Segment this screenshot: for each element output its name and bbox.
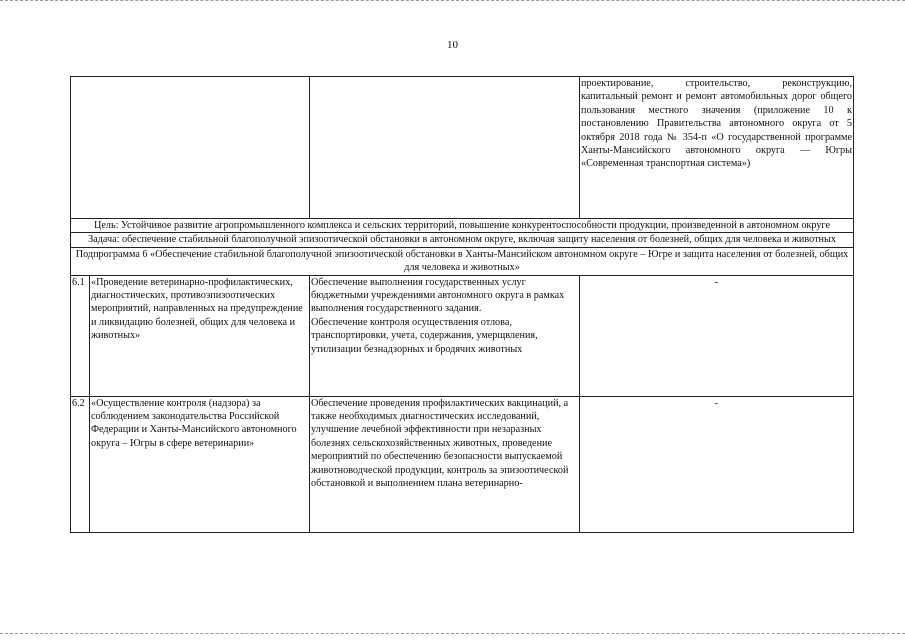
empty-cell (71, 77, 310, 219)
table-row (71, 396, 854, 532)
goal-text: Цель: Устойчивое развитие агропромышленного комплекса и сельских территорий, повышение конкурентоспособности продукции, произведенной в автономном округе (71, 219, 854, 233)
continuation-text: проектирование, строительство, реконструкцию, капитальный ремонт и ремонт автомобильных дорог общего пользования местного значения (приложение 10 к постановлению Правительства автономного округа от 5 октября 2018 года № 354-п «О государственной программе Ханты-Мансийского автономного округа — Югры «Современная транспортная система») (580, 77, 854, 219)
page-top-edge (0, 0, 905, 3)
row-reference: - (580, 275, 854, 396)
program-table (70, 76, 854, 533)
empty-cell (310, 77, 580, 219)
subprogram-title: Подпрограмма 6 «Обеспечение стабильной благополучной эпизоотической обстановки в Ханты-Мансийском автономном округе – Югре и защита населения от болезней, общих для человека и животных» (71, 247, 854, 275)
page-number: 10 (447, 39, 458, 51)
table-row (71, 275, 854, 396)
row-number: 6.2 (71, 396, 90, 532)
row-content-paragraph: Обеспечение контроля осуществления отлова, транспортировки, учета, содержания, умерщвления, утилизации безнадзорных и бродячих животных (311, 316, 538, 355)
row-reference: - (580, 396, 854, 532)
row-name: «Осуществление контроля (надзора) за соблюдением законодательства Российской Федерации и Ханты-Мансийского автономного округа – Югры в сфере ветеринарии» (90, 396, 310, 532)
row-number: 6.1 (71, 275, 90, 396)
task-text: Задача: обеспечение стабильной благополучной эпизоотической обстановки в автономном округе, включая защиту населения от болезней, общих для человека и животных (71, 233, 854, 247)
goal-row (71, 219, 854, 233)
row-content-paragraph: Обеспечение выполнения государственных услуг бюджетными учреждениями автономного округа в рамках выполнения государственного задания. (311, 276, 565, 315)
row-content (310, 275, 580, 396)
row-name: «Проведение ветеринарно-профилактических, диагностических, противоэпизоотических мероприятий, направленных на предупреждение и ликвидацию болезней, общих для человека и животных» (90, 275, 310, 396)
task-row (71, 233, 854, 247)
subprogram-row (71, 247, 854, 275)
continuation-row (71, 77, 854, 219)
row-content: Обеспечение проведения профилактических вакцинаций, а также необходимых диагностических исследований, улучшение лечебной эффективности при незаразных болезнях сельскохозяйственных животных, проведение мероприятий по обеспечению безопасности выпускаемой животноводческой продукции, контроль за эпизоотической обстановкой и выполнением плана ветеринарно- (310, 396, 580, 532)
page-bottom-edge (0, 633, 905, 636)
